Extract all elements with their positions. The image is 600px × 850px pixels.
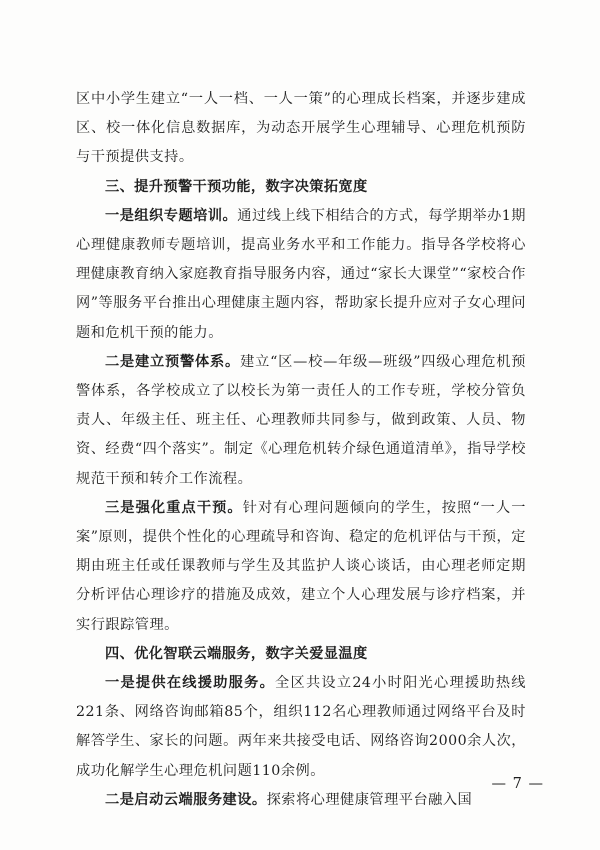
document-body [76, 85, 526, 815]
paragraph-lead: 一是提供在线援助服务。 [105, 675, 276, 692]
heading-text: 三、提升预警干预功能，数字决策拓宽度 [105, 178, 368, 195]
section-heading-4 [76, 640, 526, 669]
paragraph-continuation [76, 85, 526, 173]
paragraph-text: 通过线上线下相结合的方式，每学期举办1期心理健康教师专题培训，提高业务水平和工作能力。指导各学校将心理健康教育纳入家庭教育指导服务内容，通过“家长大课堂”“家校合作网”等服务平台推出心理健康主题内容，帮助家长提升应对子女心理问题和危机干预的能力。 [76, 207, 526, 341]
paragraph-cloud-service [76, 786, 526, 815]
paragraph-training [76, 202, 526, 348]
heading-text: 四、优化智联云端服务，数字关爱显温度 [105, 645, 368, 662]
section-heading-3 [76, 173, 526, 202]
paragraph-text: 针对有心理问题倾向的学生，按照“一人一案”原则，提供个性化的心理疏导和咨询、稳定的危机评估与干预，定期由班主任或任课教师与学生及其监护人谈心谈话，由心理老师定期分析评估心理诊疗的措施及成效，建立个人心理发展与诊疗档案，并实行跟踪管理。 [76, 499, 526, 633]
paragraph-online-aid [76, 669, 526, 786]
paragraph-text: 建立“区—校—年级—班级”四级心理危机预警体系，各学校成立了以校长为第一责任人的工作专班，学校分管负责人、年级主任、班主任、心理教师共同参与，做到政策、人员、物资、经费“四个落实”。制定《心理危机转介绿色通道清单》，指导学校规范干预和转介工作流程。 [76, 353, 526, 487]
paragraph-warning-system [76, 348, 526, 494]
paragraph-intervention [76, 494, 526, 640]
paragraph-text: 区中小学生建立“一人一档、一人一策”的心理成长档案，并逐步建成区、校一体化信息数据库，为动态开展学生心理辅导、心理危机预防与干预提供支持。 [76, 91, 526, 166]
paragraph-lead: 二是建立预警体系。 [105, 353, 241, 370]
paragraph-text: 全区共设立24小时阳光心理援助热线221条、网络咨询邮箱85个，组织112名心理教师通过网络平台及时解答学生、家长的问题。两年来共接受电话、网络咨询2000余人次，成功化解学生心理危机问题110余例。 [76, 675, 526, 779]
paragraph-lead: 二是启动云端服务建设。 [105, 791, 267, 808]
page-number: — 7 — [491, 776, 544, 792]
paragraph-lead: 一是组织专题培训。 [105, 207, 238, 224]
paragraph-lead: 三是强化重点干预。 [105, 499, 243, 516]
paragraph-text: 探索将心理健康管理平台融入国 [266, 791, 473, 808]
